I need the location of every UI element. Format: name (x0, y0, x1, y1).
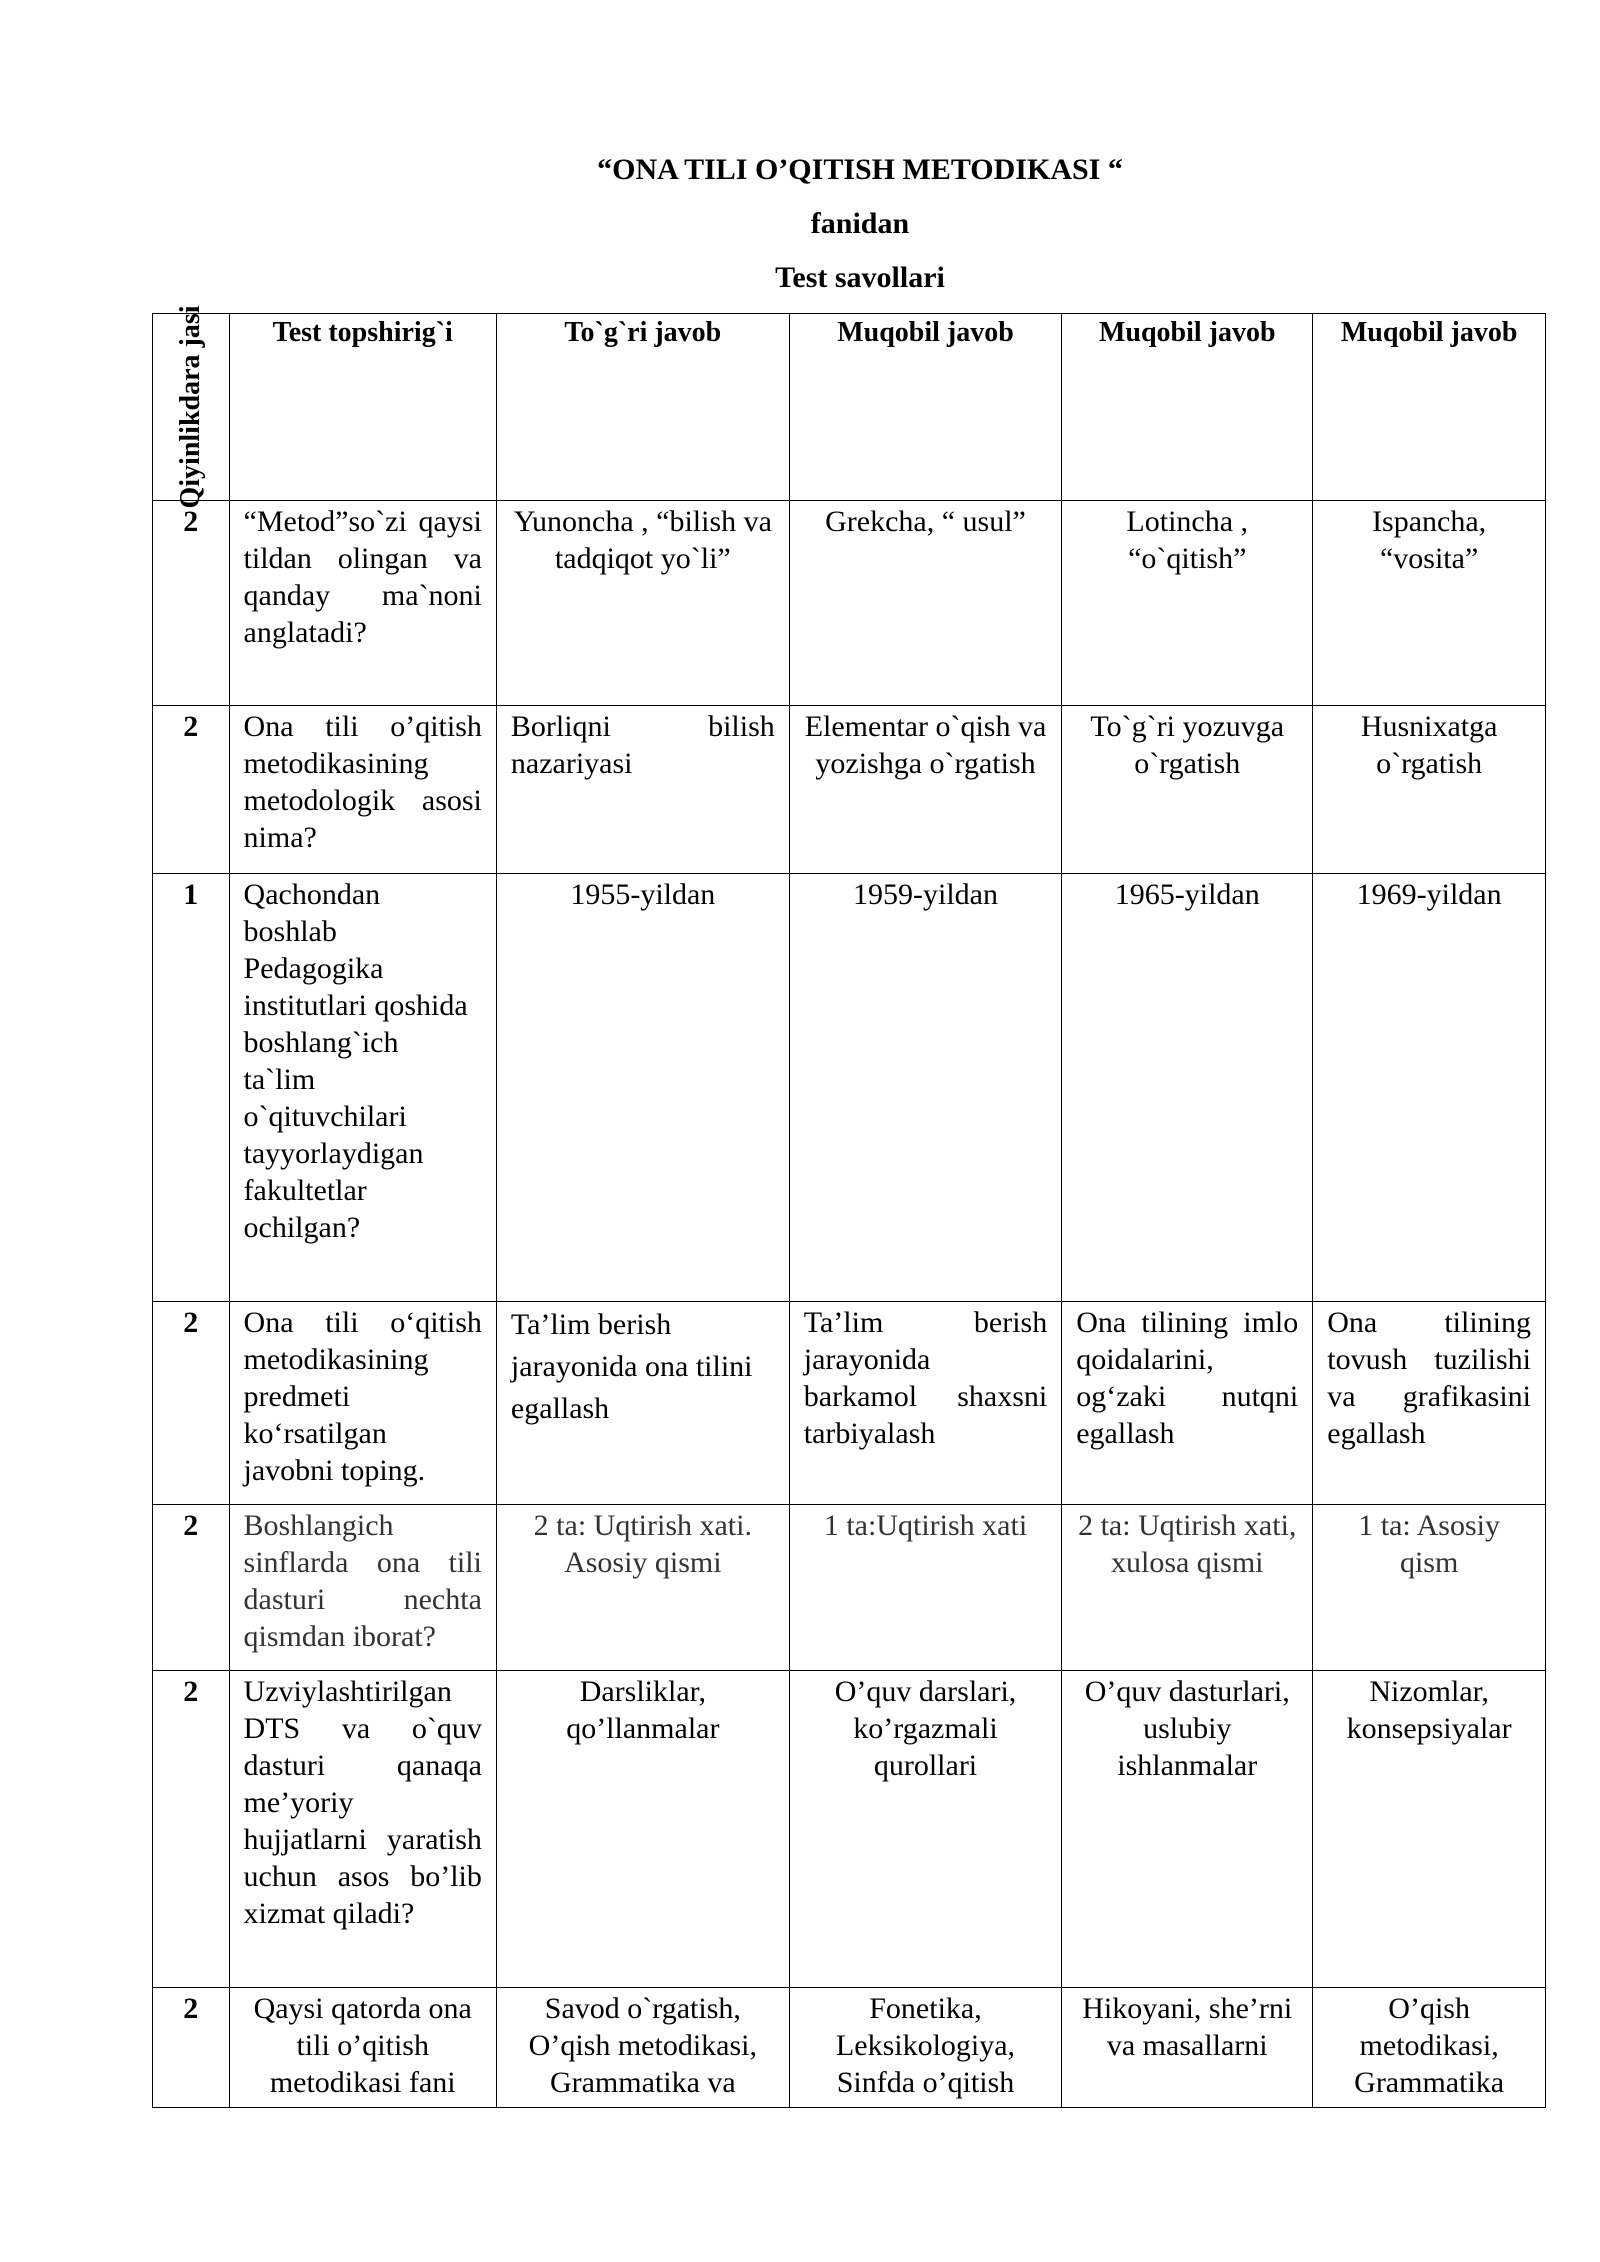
alternative-answer-cell: Ona tilining imlo qoidalarini, og‘zaki nutqni egallash (1062, 1302, 1313, 1505)
table-header-row (153, 314, 1546, 501)
alternative-answer-cell: Nizomlar, konsepsiyalar (1313, 1671, 1546, 1988)
question-cell: Boshlangich sinflarda ona tili dasturi nechta qismdan iborat? (229, 1505, 496, 1671)
document-title: “ONA TILI O’QITISH METODIKASI “ (597, 153, 1123, 186)
header-difficulty: Qiyinlikdara jasi (153, 314, 230, 501)
alternative-answer-cell: O’quv dasturlari, uslubiy ishlanmalar (1062, 1671, 1313, 1988)
alternative-answer-cell: Lotincha , “o`qitish” (1062, 501, 1313, 706)
header-test-task: Test topshirig`i (229, 314, 496, 501)
alternative-answer-cell: 1965-yildan (1062, 874, 1313, 1302)
question-cell: “Metod”so`zi qaysi tildan olingan va qanday ma`noni anglatadi? (229, 501, 496, 706)
alternative-answer-cell: 2 ta: Uqtirish xati, xulosa qismi (1062, 1505, 1313, 1671)
correct-answer-cell: Savod o`rgatish, O’qish metodikasi, Grammatika va (496, 1988, 789, 2108)
correct-answer-cell: Darsliklar, qo’llanmalar (496, 1671, 789, 1988)
alternative-answer-cell: O’qish metodikasi, Grammatika (1313, 1988, 1546, 2108)
alternative-answer-cell: Grekcha, “ usul” (789, 501, 1061, 706)
table-row (153, 1988, 1546, 2108)
difficulty-cell: 2 (153, 501, 230, 706)
question-cell: Ona tili o‘qitish metodikasining predmeti ko‘rsatilgan javobni toping. (229, 1302, 496, 1505)
table-row (153, 501, 1546, 706)
alternative-answer-cell: O’quv darslari, ko’rgazmali qurollari (789, 1671, 1061, 1988)
correct-answer-cell: Ta’lim berish jarayonida ona tilini egallash (496, 1302, 789, 1505)
difficulty-cell: 2 (153, 1671, 230, 1988)
alternative-answer-cell: 1 ta:Uqtirish xati (789, 1505, 1061, 1671)
question-cell: Uzviylashtirilgan DTS va o`quv dasturi qanaqa me’yoriy hujjatlarni yaratish uchun asos bo’lib xizmat qiladi? (229, 1671, 496, 1988)
difficulty-cell: 2 (153, 1988, 230, 2108)
alternative-answer-cell: 1959-yildan (789, 874, 1061, 1302)
alternative-answer-cell: Ispancha, “vosita” (1313, 501, 1546, 706)
document-subtitle: fanidan (810, 207, 910, 240)
difficulty-cell: 2 (153, 1505, 230, 1671)
document-heading: Test savollari (775, 261, 945, 294)
alternative-answer-cell: Hikoyani, she’rni va masallarni (1062, 1988, 1313, 2108)
difficulty-cell: 2 (153, 1302, 230, 1505)
correct-answer-cell: Yunoncha , “bilish va tadqiqot yo`li” (496, 501, 789, 706)
header-alternative-answer-1: Muqobil javob (789, 314, 1061, 501)
alternative-answer-cell: Ona tilining tovush tuzilishi va grafikasini egallash (1313, 1302, 1546, 1505)
correct-answer-cell: 2 ta: Uqtirish xati. Asosiy qismi (496, 1505, 789, 1671)
test-table (152, 305, 1546, 2108)
alternative-answer-cell: Elementar o`qish va yozishga o`rgatish (789, 706, 1061, 874)
difficulty-cell: 1 (153, 874, 230, 1302)
table-row (153, 706, 1546, 874)
question-cell: Qaysi qatorda ona tili o’qitish metodikasi fani (229, 1988, 496, 2108)
header-alternative-answer-3: Muqobil javob (1313, 314, 1546, 501)
table-row (153, 874, 1546, 1302)
table-row (153, 1302, 1546, 1505)
alternative-answer-cell: Fonetika, Leksikologiya, Sinfda o’qitish (789, 1988, 1061, 2108)
alternative-answer-cell: Ta’lim berish jarayonida barkamol shaxsni tarbiyalash (789, 1302, 1061, 1505)
header-correct-answer: To`g`ri javob (496, 314, 789, 501)
header-alternative-answer-2: Muqobil javob (1062, 314, 1313, 501)
table-row (153, 1505, 1546, 1671)
correct-answer-cell: 1955-yildan (496, 874, 789, 1302)
alternative-answer-cell: Husnixatga o`rgatish (1313, 706, 1546, 874)
table-row (153, 1671, 1546, 1988)
question-cell: Ona tili o’qitish metodikasining metodologik asosi nima? (229, 706, 496, 874)
alternative-answer-cell: To`g`ri yozuvga o`rgatish (1062, 706, 1313, 874)
alternative-answer-cell: 1969-yildan (1313, 874, 1546, 1302)
correct-answer-cell: Borliqni bilish nazariyasi (496, 706, 789, 874)
alternative-answer-cell: 1 ta: Asosiy qism (1313, 1505, 1546, 1671)
difficulty-cell: 2 (153, 706, 230, 874)
question-cell: Qachondan boshlab Pedagogika institutlari qoshida boshlang`ich ta`lim o`qituvchilari tayyorlaydigan fakultetlar ochilgan? (229, 874, 496, 1302)
